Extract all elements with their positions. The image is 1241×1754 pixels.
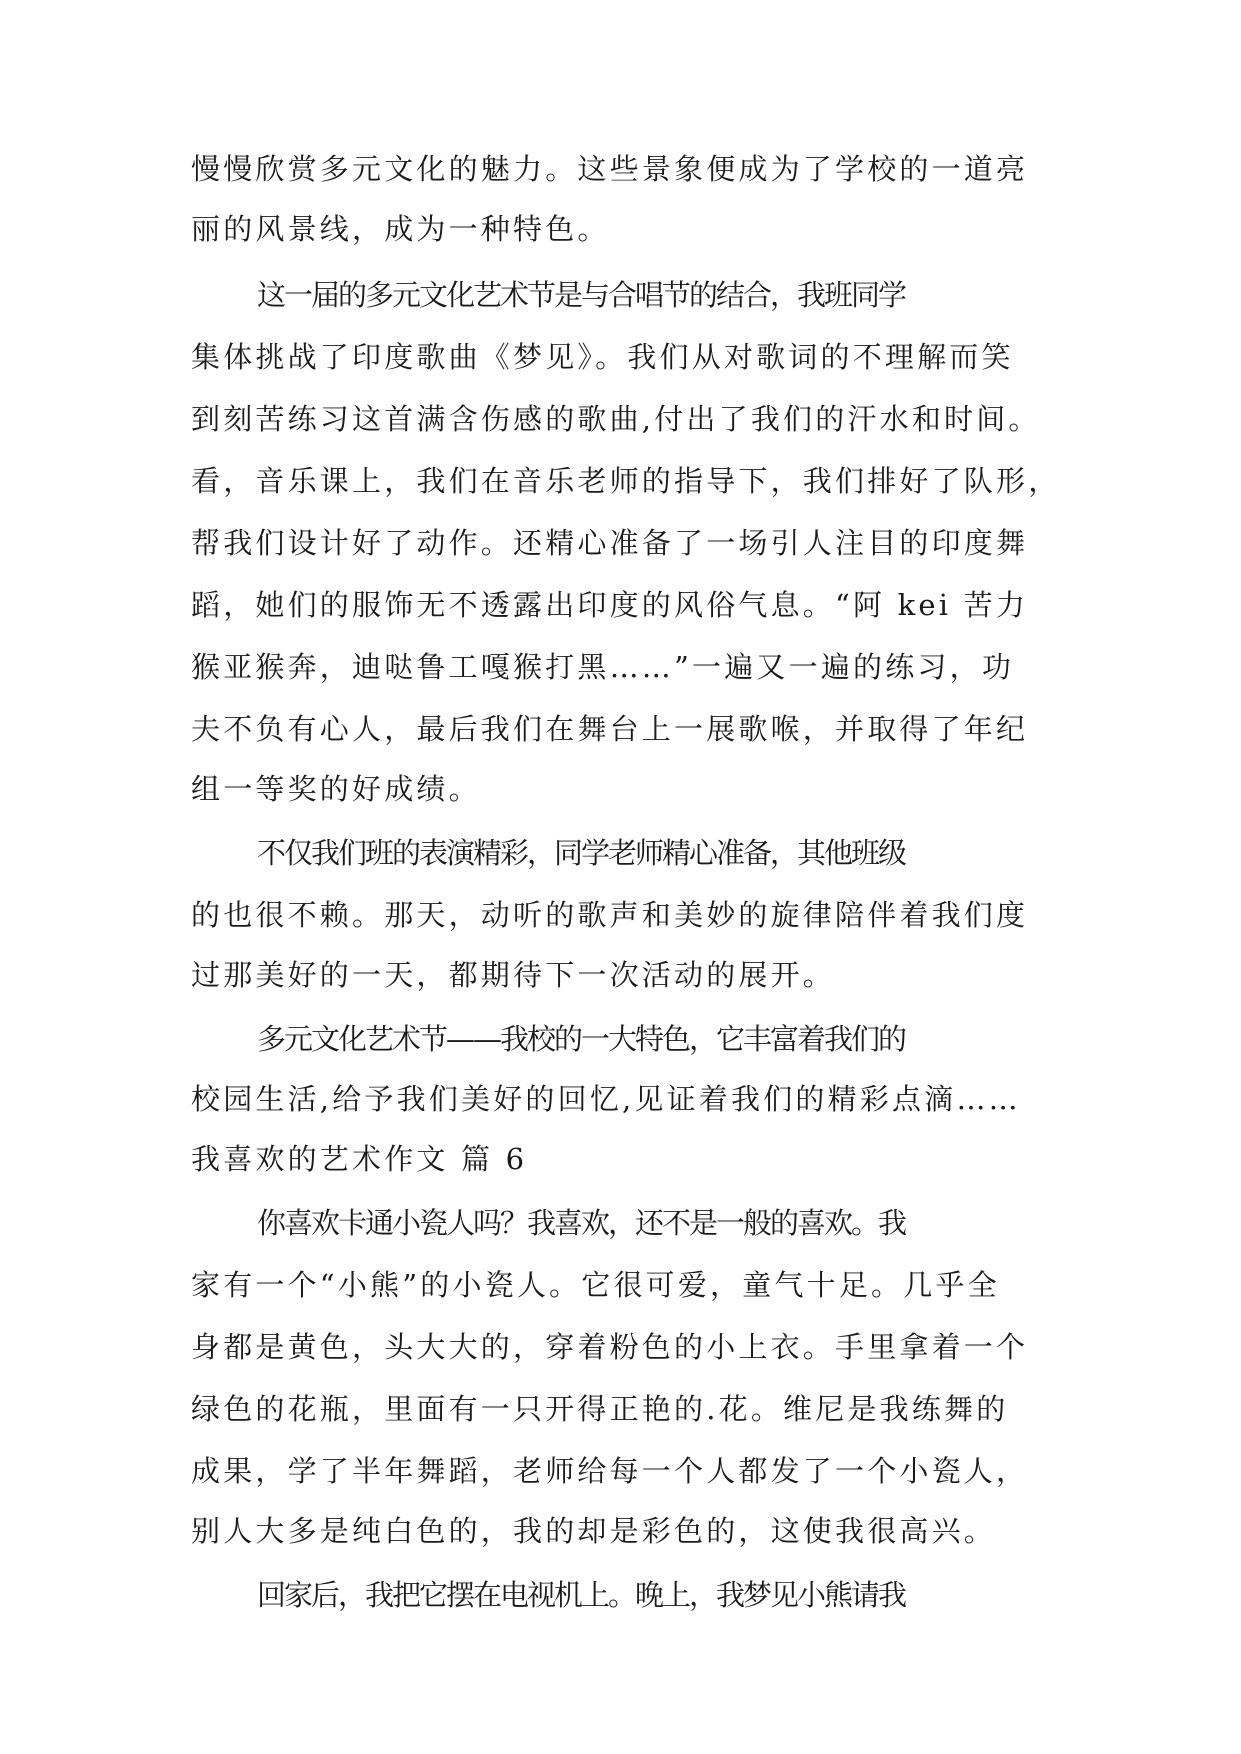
paragraph-first-line: 回家后，我把它摆在电视机上。晚上，我梦见小熊请我 [257,1578,906,1612]
text-line: 集体挑战了印度歌曲《梦见》。我们从对歌词的不理解而笑 [191,340,1014,374]
paragraph-first-line: 你喜欢卡通小瓷人吗？我喜欢，还不是一般的喜欢。我 [257,1206,906,1240]
paragraph-first-line: 这一届的多元文化艺术节是与合唱节的结合，我班同学 [257,278,906,312]
text-line: 身都是黄色，头大大的，穿着粉色的小上衣。手里拿着一个 [191,1330,1029,1364]
text-line: 到刻苦练习这首满含伤感的歌曲,付出了我们的汗水和时间。 [191,402,1041,436]
paragraph-first-line: 不仅我们班的表演精彩，同学老师精心准备，其他班级 [257,836,906,870]
text-line: 帮我们设计好了动作。还精心准备了一场引人注目的印度舞 [191,526,1029,560]
text-line: 看，音乐课上，我们在音乐老师的指导下，我们排好了队形， [191,464,1061,498]
text-line: 组一等奖的好成绩。 [191,772,481,806]
text-line: 丽的风景线，成为一种特色。 [191,212,610,246]
section-heading: 我喜欢的艺术作文 篇 6 [191,1142,528,1176]
text-line: 的也很不赖。那天，动听的歌声和美妙的旋律陪伴着我们度 [191,898,1029,932]
text-line: 夫不负有心人，最后我们在舞台上一展歌喉，并取得了年纪 [191,712,1029,746]
paragraph-first-line: 多元文化艺术节——我校的一大特色，它丰富着我们的 [257,1022,906,1056]
text-line: 猴亚猴奔，迪哒鲁工嘎猴打黑……”一遍又一遍的练习，功 [191,650,1015,684]
text-line: 家有一个“小熊”的小瓷人。它很可爱，童气十足。几乎全 [191,1268,1000,1302]
text-line: 慢慢欣赏多元文化的魅力。这些景象便成为了学校的一道亮 [191,152,1029,186]
text-line: 成果，学了半年舞蹈，老师给每一个人都发了一个小瓷人， [191,1454,1029,1488]
text-line: 别人大多是纯白色的，我的却是彩色的，这使我很高兴。 [191,1514,997,1548]
text-line: 蹈，她们的服饰无不透露出印度的风俗气息。“阿 kei 苦力 [191,588,1029,622]
text-line: 过那美好的一天，都期待下一次活动的展开。 [191,958,836,992]
text-line: 校园生活,给予我们美好的回忆,见证着我们的精彩点滴…… [191,1082,1021,1116]
text-line: 绿色的花瓶，里面有一只开得正艳的.花。维尼是我练舞的 [191,1392,1009,1426]
